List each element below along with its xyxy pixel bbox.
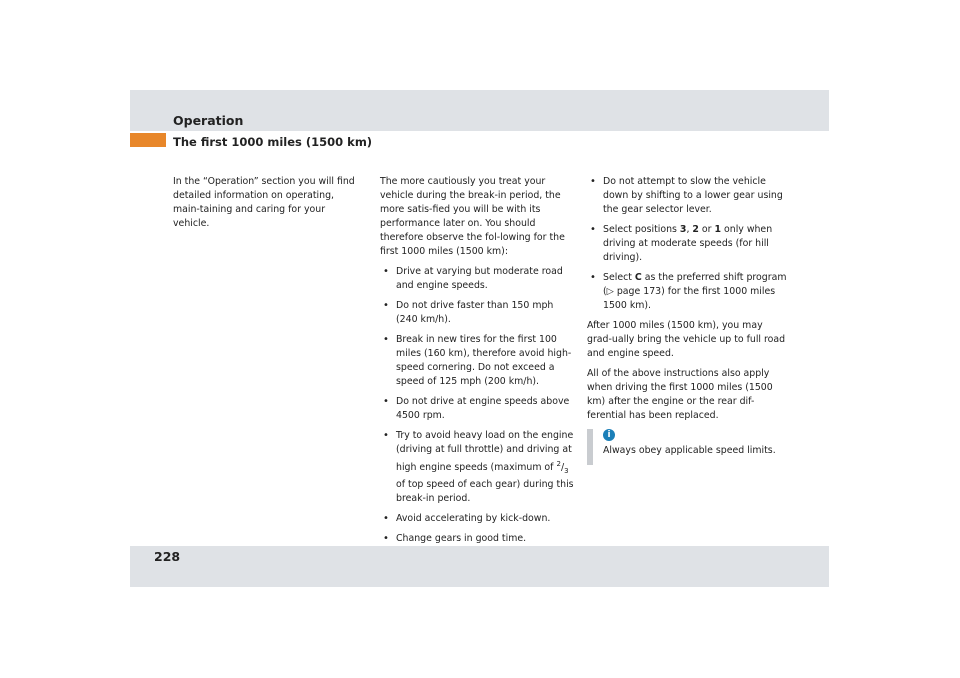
subsection-title: The first 1000 miles (1500 km) (173, 135, 373, 149)
info-icon: i (603, 429, 615, 441)
info-note (587, 429, 787, 463)
list-item-text: Select positions (603, 224, 677, 235)
fraction-numerator: 2 (556, 460, 561, 468)
gear-position-2: 2 (692, 224, 699, 235)
separator: , (686, 224, 690, 235)
replacement-paragraph: All of the above instructions also apply when driving the first 1000 miles (1500 km) after the engine or the rear dif-ferential has been replaced. (587, 368, 773, 421)
gear-position-3: 3 (679, 224, 687, 235)
column-3 (587, 175, 787, 463)
section-marker (130, 133, 166, 147)
page-number: 228 (154, 549, 181, 564)
fraction (556, 462, 568, 473)
list-item: • Do not drive at engine speeds above 4500 rpm. (380, 395, 576, 423)
info-bar (587, 429, 593, 465)
list-item (380, 429, 576, 506)
footer-band (130, 546, 829, 587)
section-title: Operation (173, 113, 244, 128)
break-in-intro: The more cautiously you treat your vehicle during the break-in period, the more satis-fied you will be with its performance later on. You should therefore observe the fol-lowing for the first 1000 miles (1500 km): (380, 176, 565, 257)
list-item-text: only when driving at moderate speeds (for hill driving). (603, 224, 773, 263)
list-item: • Avoid accelerating by kick-down. (380, 512, 576, 526)
column-2 (380, 175, 576, 552)
list-item-text: Select (603, 272, 632, 283)
list-item: • Drive at varying but moderate road and engine speeds. (380, 265, 576, 293)
list-item-text: Try to avoid heavy load on the engine (driving at full throttle) and driving at high engine speeds (maximum of (396, 430, 574, 474)
gear-position-1: 1 (714, 224, 722, 235)
info-text: Always obey applicable speed limits. (603, 445, 776, 456)
shift-list (587, 175, 787, 313)
list-item: • Do not attempt to slow the vehicle down by shifting to a lower gear using the gear selector lever. (587, 175, 787, 217)
list-item-text: as the preferred shift program (▷ page 173) for the first 1000 miles 1500 km). (603, 272, 787, 311)
fraction-denominator: 3 (564, 467, 569, 475)
shift-program-c: C (634, 272, 642, 283)
conjunction: or (701, 224, 712, 235)
after-break-in-paragraph: After 1000 miles (1500 km), you may grad-ually bring the vehicle up to full road and engine speed. (587, 320, 786, 359)
list-item (587, 223, 787, 265)
fraction-slash: / (560, 462, 565, 474)
list-item-text: of top speed of each gear) during this break-in period. (396, 479, 574, 504)
break-in-list (380, 265, 576, 546)
list-item (587, 271, 787, 313)
list-item: • Break in new tires for the first 100 miles (160 km), therefore avoid high-speed cornering. Do not exceed a speed of 125 mph (200 km/h). (380, 333, 576, 389)
column-1 (173, 175, 363, 237)
list-item: • Change gears in good time. (380, 532, 576, 546)
intro-paragraph: In the “Operation” section you will find detailed information on operating, main-taining and caring for your vehicle. (173, 176, 355, 229)
list-item: • Do not drive faster than 150 mph (240 km/h). (380, 299, 576, 327)
